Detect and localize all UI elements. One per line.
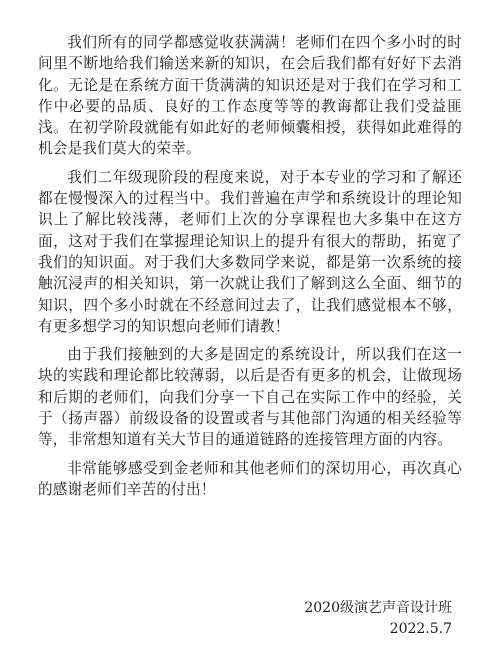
letter-body xyxy=(38,32,462,500)
paragraph-2: 我们二年级现阶段的程度来说，对于本专业的学习和了解还都在慢慢深入的过程当中。我们普遍在声学和系统设计的理论知识上了解比较浅薄，老师们上次的分享课程也大多集中在这方面，这对于我们在掌握理论知识上的提升有很大的帮助，拓宽了我们的知识面。对于我们大多数同学来说，都是第一次系统的接触沉浸声的相关知识，第一次就让我们了解到这么全面、细节的知识，四个多小时就在不经意间过去了，让我们感觉根本不够，有更多想学习的知识想向老师们请教！ xyxy=(38,168,462,335)
paragraph-4: 非常能够感受到金老师和其他老师们的深切用心，再次真心的感谢老师们辛苦的付出！ xyxy=(38,459,462,498)
paragraph-1: 我们所有的同学都感觉收获满满！老师们在四个多小时的时间里不断地给我们输送来新的知识，在会后我们都有好好下去消化。无论是在系统方面干货满满的知识还是对于我们在学习和工作中必要的品质、良好的工作态度等等的教诲都让我们受益匪浅。在初学阶段就能有如此好的老师倾囊相授，获得如此难得的机会是我们莫大的荣幸。 xyxy=(38,34,462,158)
signature-class-name: 2020级演艺声音设计班 xyxy=(304,600,452,616)
signature-date: 2022.5.7 xyxy=(389,621,452,637)
paragraph-3: 由于我们接触到的大多是固定的系统设计，所以我们在这一块的实践和理论都比较薄弱，以后是否有更多的机会，让做现场和后期的老师们，向我们分享一下自己在实际工作中的经验，关于（扬声器）前级设备的设置或者与其他部门沟通的相关经验等等，非常想知道有关大节目的通道链路的连接管理方面的内容。 xyxy=(38,346,462,449)
signature-block xyxy=(304,598,452,639)
